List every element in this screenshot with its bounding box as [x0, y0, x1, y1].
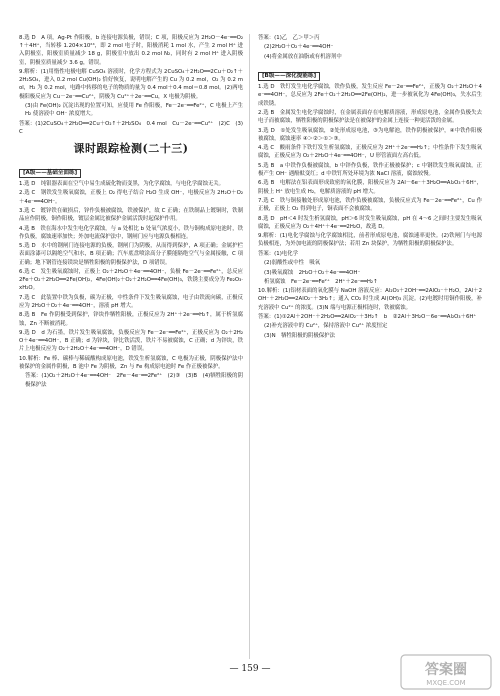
answer-item: 8.选 D A 项，Ag-Pt 作阳极，b 连接电源负极，错误；C 项，阳极反应为 2H₂O－4e⁻══O₂↑＋4H⁺，当转移 1.204×10²⁴，即 2 mol 电子时，阳极消耗 1 mol 水，产生 2 mol H⁺ 进入阴极室，阳极室质量减少 18 g，阴极室中放出 0.2 mol N₂，同时有 2 mol H⁺ 进入阴极室，阴极室质量减少 3.6 g，错误。 [19, 35, 243, 66]
right-top-answers [258, 34, 482, 61]
section-b-label: [B级——深化提能练] [258, 72, 320, 81]
answer-item: (2)补充溶液中的 Cu²⁺，保持溶液中 Cu²⁺ 浓度恒定 [264, 323, 388, 330]
answer-item: 答案：(1)电化学 [258, 250, 298, 257]
answer-item: 答案：(1)2CuSO₄＋2H₂O══2Cu＋O₂↑＋2H₂SO₄ 0.4 mol Cu－2e⁻══Cu²⁺ (2)C (3)C [19, 120, 243, 135]
answer-item: 10.解析：(1)铝材表面的氧化膜与 NaOH 溶液反应：Al₂O₃＋2OH⁻══2AlO₂⁻＋H₂O，2Al＋2OH⁻＋2H₂O══2AlO₂⁻＋3H₂↑；通入 CO₂ 时生成 Al(OH)₃ 沉淀。(2)电镀时用铜作阳极，补充溶液中 Cu²⁺ 的浓度。(3)N 端与电源正极相连时，铁被腐蚀。 [258, 288, 482, 311]
answer-item: 4.选 B 铁在海水中发生电化学腐蚀，与 a 处相比 b 处氧气浓度小，铁与铜构成原电池时，铁作负极，腐蚀速率加快；外加电流保护法中，钢闸门应与电源负极相连。 [19, 225, 243, 240]
answer-item: 答案：(1)①2Al＋2OH⁻＋2H₂O══2AlO₂⁻＋3H₂↑ b ②2Al＋3H₂O－6e⁻══Al₂O₃＋6H⁺ [258, 314, 477, 321]
left-column [19, 34, 243, 390]
answer-item: 7.选 C 铁与铜接触处形成原电池，铁作负极被腐蚀，负极反应式为 Fe－2e⁻══Fe²⁺，Cu 作正极，正极上 O₂ 得到电子，铜表面不会被腐蚀。 [258, 197, 482, 213]
answer-item: 2.选 C 钢铁发生吸氧腐蚀，正极上 O₂ 得电子结合 H₂O 生成 OH⁻，电极反应为 2H₂O＋O₂＋4e⁻══4OH⁻。 [19, 190, 243, 205]
section-a-label: [A级——基础全面练] [19, 169, 81, 178]
answer-item: 1.选 D 纯银器表面在空气中易生成硫化物而变黑，为化学腐蚀，与电化学腐蚀无关。 [19, 181, 225, 187]
answer-item: 答案：(1)O₂＋2H₂O＋4e⁻══4OH⁻ 2Fe－4e⁻══2Fe²⁺ (2)③ (3)B (4)牺牲阳极的阴极保护法 [25, 373, 243, 388]
watermark-subtext: MXQE.COM [426, 679, 466, 687]
watermark-text: 答案圈 [425, 662, 467, 678]
answer-item: 9.解析：(1)用惰性电极电解 CuSO₄ 溶液时，化学方程式为 2CuSO₄＋2H₂O══2Cu＋O₂↑＋2H₂SO₄，进入 0.2 mol Cu(OH)₂ 恰好恢复，说明电解产生的 Cu 为 0.2 mol，O₂ 为 0.2 mol，H₂ 为 0.2 mol，电路中转移的电子的物质的量为 0.4 mol＋0.4 mol＝0.8 mol。(2)两电极阳极反应为 Cu－2e⁻══Cu²⁺，阴极为 Cu²⁺＋2e⁻══Cu，X 电极为阴极。 [19, 69, 243, 100]
answer-item: 6.选 C 发生吸氧腐蚀时，正极上 O₂＋2H₂O＋4e⁻══4OH⁻，负极 Fe－2e⁻══Fe²⁺，总反应 2Fe＋O₂＋2H₂O══2Fe(OH)₂，4Fe(OH)₂＋O₂＋2H₂O══4Fe(OH)₃，铁锈主要成分为 Fe₂O₃·xH₂O。 [19, 268, 243, 292]
answer-item: (3)N 牺牲阳极的阴极保护法 [264, 332, 335, 339]
answer-item: 1.选 D 铁钉发生电化学腐蚀，铁作负极，发生反应 Fe－2e⁻══Fe²⁺，正极为 O₂＋2H₂O＋4e⁻══4OH⁻，总反应为 2Fe＋O₂＋2H₂O══2Fe(OH)₂，进一步被氧化为 4Fe(OH)₃，失水后生成铁锈。 [258, 84, 482, 107]
answer-item: 析氢腐蚀 Fe－2e⁻══Fe²⁺ 2H⁺＋2e⁻══H₂↑ [264, 278, 378, 285]
answer-item: (3)吸氧腐蚀 2H₂O＋O₂＋4e⁻══4OH⁻ [264, 269, 361, 276]
answer-item: (3)由 Fe(OH)₂ 沉淀出现的位置可知，应使用 Fe 作阳极，Fe－2e⁻══Fe²⁺，C 电极上产生 H₂ 使溶液中 OH⁻ 浓度增大。 [25, 103, 243, 118]
answer-item: 8.选 D pH＜4 时发生析氢腐蚀，pH＞6 时发生吸氧腐蚀，pH 在 4～6 之间时主要发生吸氧腐蚀，正极反应为 O₂＋4H⁺＋4e⁻══2H₂O，故选 D。 [258, 215, 482, 230]
answer-item: 6.选 B 电解法在铝表面形成致密的氧化膜，阳极反应为 2Al－6e⁻＋3H₂O══Al₂O₃＋6H⁺，阴极上 H⁺ 放电生成 H₂，电解质溶液的 pH 增大。 [258, 180, 482, 195]
right-column [258, 34, 482, 341]
left-answer-list [19, 180, 243, 389]
answer-item: (2)2H₂O＋O₂＋4e⁻══4OH⁻ [264, 44, 334, 51]
answer-item: 8.选 B Fe 作阴极受到保护，锌块作牺牲阳极，正极反应为 2H⁺＋2e⁻══H₂↑，属于析氢腐蚀，Zn 不断被消耗。 [19, 312, 243, 327]
answer-item: 2.选 B 金属发生电化学腐蚀时，在金属表面存在电解质溶液，形成原电池，金属作负极失去电子而被腐蚀，牺牲阳极的阴极保护法是在被保护的金属上连接一种更活泼的金属。 [258, 109, 482, 125]
answer-item: 9.解析：(1)电化学腐蚀与化学腐蚀相比，前者形成原电池，腐蚀速率更快。(2)铁闸门与电源负极相连，为外加电流的阴极保护法；若用 Zn 块保护，为牺牲阳极的阴极保护法。 [258, 233, 482, 248]
answer-item: 3.选 C 镀锌铁在破损后，锌作负极被腐蚀，铁被保护，故 C 正确；在铁制品上镀铜时，铁制品应作阴极，铜作阳极，镀层金属比被保护金属活泼时起保护作用。 [19, 207, 243, 223]
answer-item: 9.选 D d 为石墨，铁片发生吸氧腐蚀，负极反应为 Fe－2e⁻══Fe²⁺，正极反应为 O₂＋2H₂O＋4e⁻══4OH⁻，B 正确；d 为锌块，锌比铁活泼，铁片不易被腐蚀，C 正确；d 为锌块，铁片上电极反应为 O₂＋2H₂O＋4e⁻══4OH⁻，D 错误。 [19, 329, 243, 353]
page-number: — 159 — [229, 664, 271, 674]
answer-item: 7.选 C 此装置中铁为负极，碳为正极，中性条件下发生吸氧腐蚀，电子由铁流向碳，正极反应为 2H₂O＋O₂＋4e⁻══4OH⁻，溶液 pH 增大。 [19, 294, 243, 309]
answer-item: (4)将金属放在油脂或有机溶剂中 [264, 53, 342, 60]
section-heading: 课时跟踪检测(二十三) [73, 142, 189, 155]
answer-item: 3.选 D ①处发生吸氧腐蚀，②处形成原电池，③为电解池，铁作阴极被保护，④中铁作阳极被腐蚀，腐蚀速率 ④＞②＞①＞③。 [258, 127, 482, 142]
answer-item: 4.选 C 酸雨条件下铁钉发生析氢腐蚀，正极反应为 2H⁺＋2e⁻══H₂↑；中性条件下发生吸氧腐蚀，正极反应为 O₂＋2H₂O＋4e⁻══4OH⁻，U 形管液面左高右低。 [258, 145, 482, 160]
answer-item: 10.解析：Fe 棒、碳棒与稀硫酸构成原电池，铁发生析氢腐蚀，C 电极为正极，阴极保护法中被保护的金属作阴极，B 池中 Fe 为阴极，Zn 与 Fe 构成原电池时 Fe 作正极被保护。 [19, 355, 243, 370]
answer-item: 5.选 B a 中铁作负极被腐蚀，b 中锌作负极，铁作正极被保护；c 中钢铁发生吸氧腐蚀，正极产生 OH⁻ 遇酚酞变红；d 中铁钉所处环境为浓 NaCl 溶液，腐蚀较慢。 [258, 162, 482, 177]
answer-item: 5.选 D 水中的钢闸门连接电源的负极，钢闸门为阴极，从而得到保护，A 项正确；金属护栏表面涂漆可以隔绝空气和水，B 项正确；汽车底盘喷涂高分子膜能隔绝空气与金属接触，C 项正确；地下钢管连接镁块是牺牲阳极的阴极保护法，D 项错误。 [19, 243, 243, 266]
left-top-answers [19, 34, 243, 136]
right-answer-list [258, 83, 482, 340]
column-divider [249, 34, 250, 659]
answer-item: 答案：(1)乙 乙＞甲＞丙 [258, 35, 320, 41]
answer-item: (2)弱酸性或中性 吸氧 [264, 260, 321, 267]
watermark-logo [400, 654, 492, 690]
